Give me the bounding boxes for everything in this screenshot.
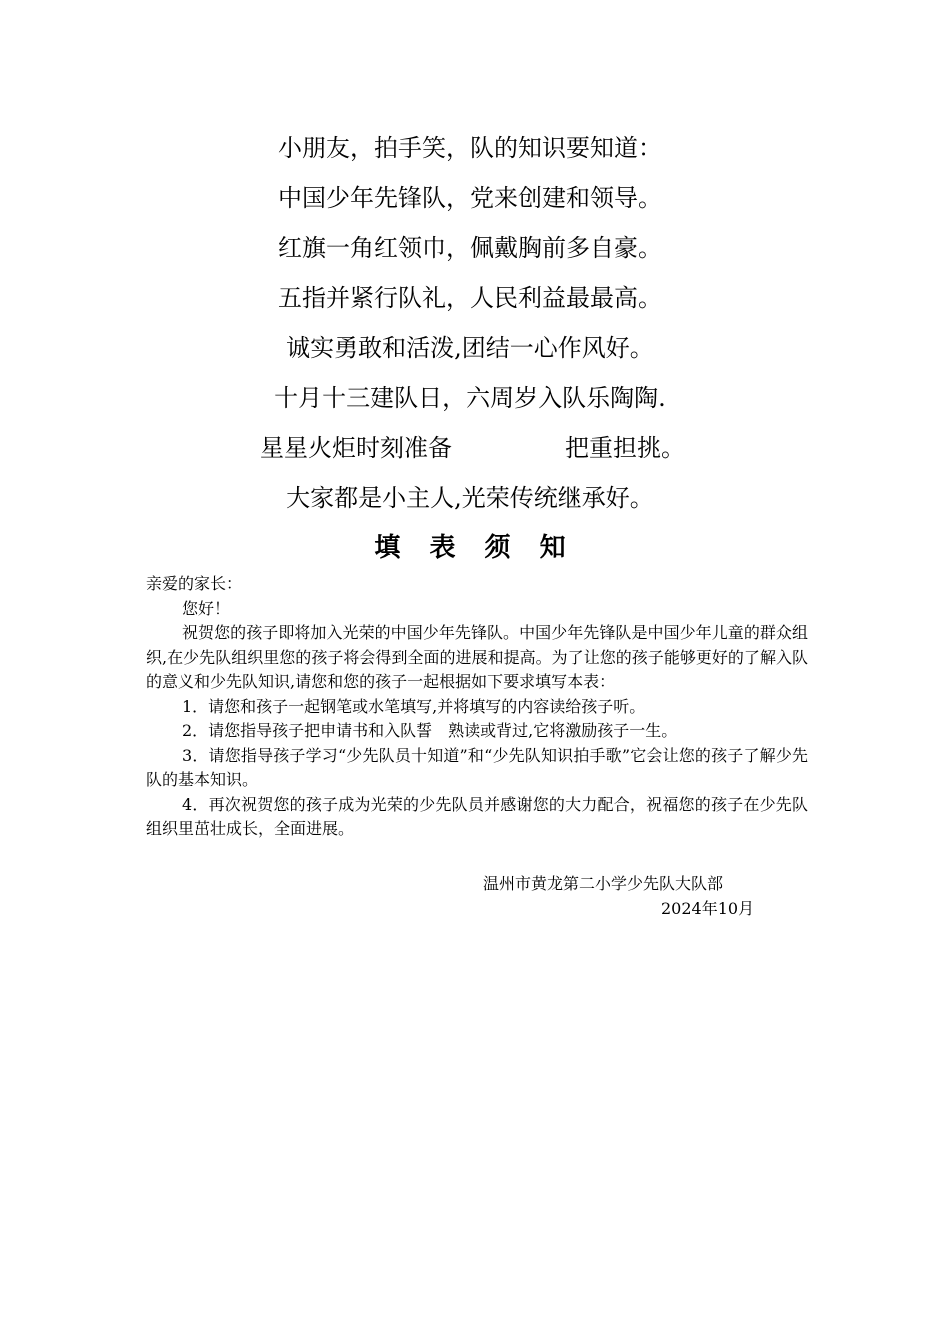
salutation: 亲爱的家长： (146, 574, 243, 593)
poem-line-8: 大家都是小主人,光荣传统继承好。 (286, 484, 654, 512)
greeting: 您好！ (182, 598, 231, 618)
poem-line-5: 诚实勇敢和活泼,团结一心作风好。 (286, 334, 654, 362)
notice-letter (146, 572, 808, 842)
intro-paragraph: 祝贺您的孩子即将加入光荣的中国少年先锋队。中国少年先锋队是中国少年儿童的群众组织,在少先队组织里您的孩子将会得到全面的进展和提高。为了让您的孩子能够更好的了解入队的意义和少先队知识,请您和您的孩子一起根据如下要求填写本表： (146, 623, 808, 691)
poem-line-3: 红旗一角红领巾，佩戴胸前多自豪。 (278, 234, 662, 262)
instruction-item-1: 1．请您和孩子一起钢笔或水笔填写,并将填写的内容读给孩子听。 (182, 696, 646, 716)
poem-line-1: 小朋友，拍手笑，队的知识要知道： (278, 134, 662, 162)
instruction-item-3: 3．请您指导孩子学习“少先队员十知道”和“少先队知识拍手歌”它会让您的孩子了解少先队的基本知识。 (146, 745, 808, 789)
signature-date: 2024年10月 (661, 899, 755, 918)
poem-line-4: 五指并紧行队礼，人民利益最最高。 (278, 284, 662, 312)
notice-title: 填 表 须 知 (374, 533, 576, 563)
poem-line-7-part-b: 把重担挑。 (565, 434, 685, 462)
instruction-item-2: 2．请您指导孩子把申请书和入队誓 熟读或背过,它将激励孩子一生。 (182, 721, 678, 740)
poem-line-7-part-a: 星星火炬时刻准备 (260, 434, 452, 462)
instruction-item-4: 4．再次祝贺您的孩子成为光荣的少先队员并感谢您的大力配合，祝福您的孩子在少先队组织里茁壮成长，全面进展。 (146, 794, 808, 838)
signature-organization: 温州市黄龙第二小学少先队大队部 (483, 874, 724, 893)
poem-line-6: 十月十三建队日，六周岁入队乐陶陶. (274, 384, 666, 412)
poem-line-2: 中国少年先锋队，党来创建和领导。 (278, 184, 662, 212)
